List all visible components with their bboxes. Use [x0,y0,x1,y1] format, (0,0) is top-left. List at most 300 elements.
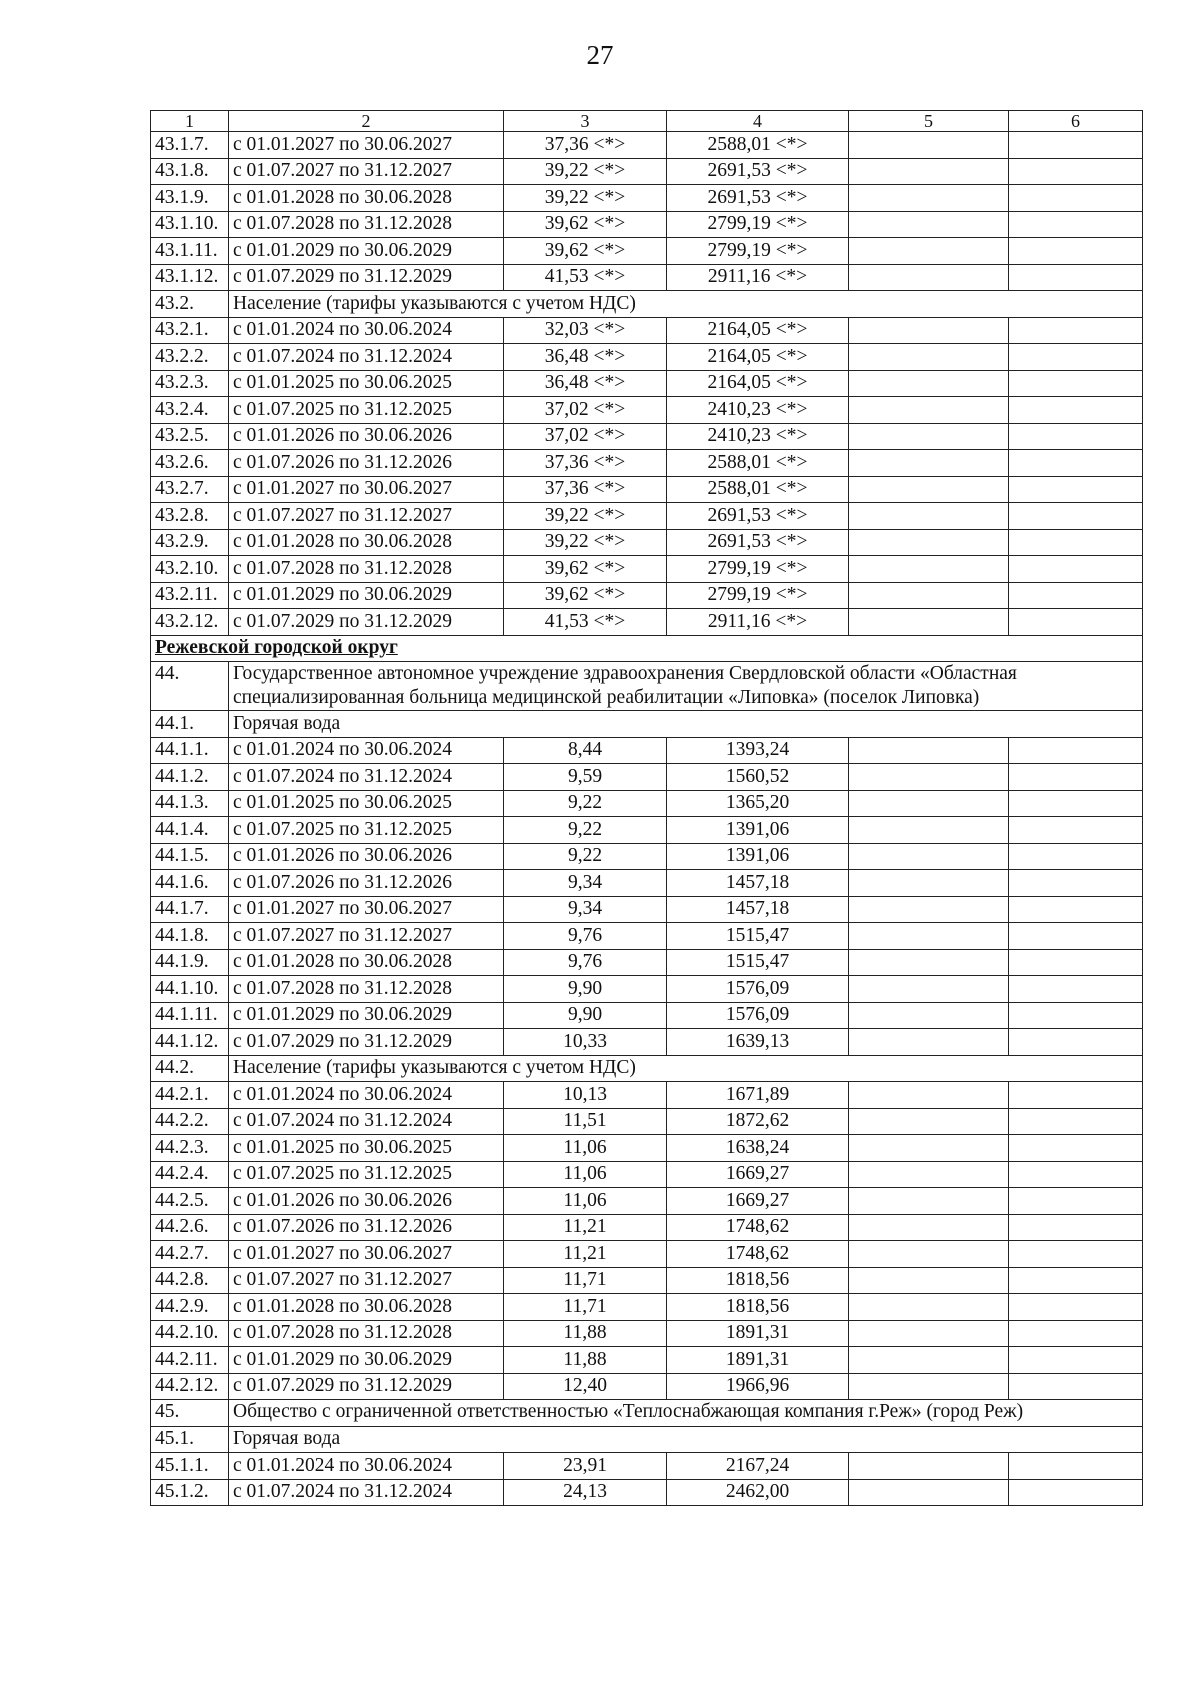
row-value-col6 [1009,185,1143,212]
row-number: 44.1.10. [151,976,229,1003]
header-cell: 3 [504,111,667,132]
group-title: Население (тарифы указываются с учетом НДС) [229,291,1143,318]
row-value-col4: 2410,23 <*> [667,397,849,424]
row-value-col3: 10,33 [504,1029,667,1056]
table-row [151,423,1143,450]
row-value-col4: 1891,31 [667,1347,849,1374]
row-number: 44.1.2. [151,764,229,791]
row-period: с 01.07.2024 по 31.12.2024 [229,1108,504,1135]
group-number: 44.1. [151,711,229,738]
row-period: с 01.07.2028 по 31.12.2028 [229,976,504,1003]
row-number: 44.1.7. [151,896,229,923]
row-value-col3: 39,62 <*> [504,556,667,583]
row-number: 43.2.10. [151,556,229,583]
row-value-col5 [849,1161,1009,1188]
row-value-col6 [1009,1082,1143,1109]
row-value-col4: 1457,18 [667,870,849,897]
row-value-col6 [1009,450,1143,477]
row-value-col3: 39,22 <*> [504,158,667,185]
row-value-col3: 12,40 [504,1373,667,1400]
row-number: 43.2.4. [151,397,229,424]
row-period: с 01.01.2027 по 30.06.2027 [229,1241,504,1268]
table-row [151,1108,1143,1135]
row-value-col6 [1009,764,1143,791]
table-row [151,503,1143,530]
row-value-col5 [849,1188,1009,1215]
row-value-col3: 36,48 <*> [504,370,667,397]
row-number: 44.2.5. [151,1188,229,1215]
row-period: с 01.01.2029 по 30.06.2029 [229,1002,504,1029]
row-number: 43.2.11. [151,582,229,609]
table-row [151,870,1143,897]
row-value-col6 [1009,264,1143,291]
row-value-col6 [1009,1320,1143,1347]
table-row [151,817,1143,844]
row-value-col3: 37,36 <*> [504,450,667,477]
row-value-col5 [849,238,1009,265]
table-row [151,344,1143,371]
row-value-col4: 2691,53 <*> [667,529,849,556]
row-period: с 01.01.2024 по 30.06.2024 [229,1082,504,1109]
row-period: с 01.01.2029 по 30.06.2029 [229,1347,504,1374]
row-value-col6 [1009,1188,1143,1215]
row-period: с 01.07.2026 по 31.12.2026 [229,450,504,477]
table-row [151,397,1143,424]
section-title: Режевской городской округ [151,635,1143,662]
row-number: 44.2.11. [151,1347,229,1374]
row-value-col3: 9,59 [504,764,667,791]
row-period: с 01.01.2028 по 30.06.2028 [229,185,504,212]
row-value-col6 [1009,1135,1143,1162]
table-header-row [151,111,1143,132]
row-value-col6 [1009,1214,1143,1241]
table-row [151,1135,1143,1162]
row-value-col5 [849,423,1009,450]
table-row [151,132,1143,159]
row-period: с 01.01.2025 по 30.06.2025 [229,370,504,397]
row-value-col6 [1009,503,1143,530]
row-value-col3: 37,02 <*> [504,397,667,424]
table-row [151,1373,1143,1400]
table-row [151,185,1143,212]
row-value-col5 [849,1135,1009,1162]
row-value-col5 [849,1082,1009,1109]
row-value-col5 [849,1453,1009,1480]
section-row [151,635,1143,662]
row-value-col4: 2410,23 <*> [667,423,849,450]
row-value-col3: 39,22 <*> [504,529,667,556]
row-value-col3: 41,53 <*> [504,264,667,291]
row-value-col3: 9,76 [504,949,667,976]
row-period: с 01.07.2024 по 31.12.2024 [229,344,504,371]
row-value-col4: 2799,19 <*> [667,556,849,583]
row-value-col5 [849,870,1009,897]
row-period: с 01.07.2027 по 31.12.2027 [229,923,504,950]
row-period: с 01.07.2026 по 31.12.2026 [229,1214,504,1241]
row-number: 44.2.3. [151,1135,229,1162]
row-number: 44.2.9. [151,1294,229,1321]
row-value-col4: 1393,24 [667,737,849,764]
group-number: 43.2. [151,291,229,318]
row-value-col3: 10,13 [504,1082,667,1109]
row-value-col4: 2462,00 [667,1479,849,1506]
table-row [151,211,1143,238]
row-value-col4: 2911,16 <*> [667,609,849,636]
row-number: 44.2.1. [151,1082,229,1109]
table-row [151,1161,1143,1188]
row-number: 44.1.3. [151,790,229,817]
row-value-col3: 11,21 [504,1241,667,1268]
table-row [151,1188,1143,1215]
row-value-col6 [1009,790,1143,817]
group-number: 44.2. [151,1055,229,1082]
row-value-col4: 1966,96 [667,1373,849,1400]
header-cell: 2 [229,111,504,132]
table-row [151,764,1143,791]
row-value-col6 [1009,370,1143,397]
row-value-col6 [1009,817,1143,844]
row-number: 44.1.6. [151,870,229,897]
row-value-col6 [1009,1108,1143,1135]
row-value-col4: 2691,53 <*> [667,185,849,212]
row-value-col6 [1009,476,1143,503]
row-period: с 01.01.2027 по 30.06.2027 [229,132,504,159]
row-number: 44.2.8. [151,1267,229,1294]
row-value-col4: 1391,06 [667,843,849,870]
row-value-col6 [1009,582,1143,609]
table-row [151,1267,1143,1294]
row-value-col5 [849,476,1009,503]
row-value-col3: 39,62 <*> [504,211,667,238]
row-value-col3: 9,34 [504,896,667,923]
table-row [151,158,1143,185]
row-value-col5 [849,817,1009,844]
row-value-col4: 2911,16 <*> [667,264,849,291]
row-value-col4: 1391,06 [667,817,849,844]
row-value-col6 [1009,1453,1143,1480]
row-number: 44.1.4. [151,817,229,844]
row-value-col6 [1009,976,1143,1003]
row-value-col3: 9,22 [504,790,667,817]
table-row [151,896,1143,923]
row-period: с 01.01.2026 по 30.06.2026 [229,843,504,870]
row-value-col4: 1576,09 [667,976,849,1003]
row-period: с 01.07.2025 по 31.12.2025 [229,1161,504,1188]
organization-number: 45. [151,1400,229,1427]
row-period: с 01.01.2024 по 30.06.2024 [229,737,504,764]
table-row [151,609,1143,636]
row-value-col5 [849,556,1009,583]
row-number: 43.1.11. [151,238,229,265]
row-value-col5 [849,1214,1009,1241]
row-value-col6 [1009,1002,1143,1029]
row-number: 43.2.9. [151,529,229,556]
row-value-col5 [849,503,1009,530]
row-number: 43.2.3. [151,370,229,397]
row-value-col4: 1365,20 [667,790,849,817]
table-row [151,923,1143,950]
row-value-col4: 2588,01 <*> [667,476,849,503]
table-row [151,238,1143,265]
row-value-col3: 11,88 [504,1347,667,1374]
row-value-col3: 39,22 <*> [504,503,667,530]
row-value-col4: 1669,27 [667,1188,849,1215]
row-number: 44.2.2. [151,1108,229,1135]
row-period: с 01.01.2026 по 30.06.2026 [229,1188,504,1215]
table-row [151,529,1143,556]
row-value-col5 [849,185,1009,212]
organization-number: 44. [151,662,229,711]
row-number: 44.2.10. [151,1320,229,1347]
tariff-table [150,110,1143,1506]
row-value-col4: 1818,56 [667,1267,849,1294]
row-value-col4: 2691,53 <*> [667,503,849,530]
row-value-col5 [849,529,1009,556]
row-number: 43.2.7. [151,476,229,503]
table-row [151,1347,1143,1374]
row-period: с 01.07.2025 по 31.12.2025 [229,397,504,424]
row-period: с 01.07.2026 по 31.12.2026 [229,870,504,897]
table-row [151,317,1143,344]
table-row [151,450,1143,477]
table-row [151,976,1143,1003]
row-period: с 01.01.2026 по 30.06.2026 [229,423,504,450]
row-value-col5 [849,1373,1009,1400]
row-value-col3: 11,71 [504,1267,667,1294]
row-period: с 01.01.2028 по 30.06.2028 [229,949,504,976]
row-value-col3: 11,06 [504,1161,667,1188]
row-value-col3: 37,36 <*> [504,476,667,503]
row-number: 43.1.7. [151,132,229,159]
header-cell: 1 [151,111,229,132]
row-value-col4: 1748,62 [667,1241,849,1268]
row-value-col4: 2799,19 <*> [667,582,849,609]
table-row [151,1214,1143,1241]
row-value-col5 [849,158,1009,185]
row-number: 43.2.2. [151,344,229,371]
page-number: 27 [586,40,614,70]
row-number: 44.1.11. [151,1002,229,1029]
row-value-col6 [1009,923,1143,950]
row-number: 44.2.6. [151,1214,229,1241]
table-row [151,1479,1143,1506]
row-period: с 01.07.2024 по 31.12.2024 [229,764,504,791]
row-value-col6 [1009,896,1143,923]
table-row [151,370,1143,397]
row-value-col5 [849,582,1009,609]
row-period: с 01.07.2029 по 31.12.2029 [229,264,504,291]
row-value-col5 [849,790,1009,817]
table-row [151,476,1143,503]
row-value-col5 [849,843,1009,870]
row-number: 44.2.4. [151,1161,229,1188]
row-period: с 01.07.2027 по 31.12.2027 [229,158,504,185]
group-number: 45.1. [151,1426,229,1453]
row-value-col3: 11,06 [504,1188,667,1215]
row-value-col4: 1560,52 [667,764,849,791]
row-number: 43.2.12. [151,609,229,636]
row-number: 44.1.9. [151,949,229,976]
row-value-col3: 37,36 <*> [504,132,667,159]
group-row [151,291,1143,318]
row-period: с 01.01.2027 по 30.06.2027 [229,476,504,503]
row-period: с 01.01.2024 по 30.06.2024 [229,317,504,344]
table-row [151,1002,1143,1029]
row-number: 44.1.8. [151,923,229,950]
header-cell: 4 [667,111,849,132]
table-row [151,790,1143,817]
row-period: с 01.07.2028 по 31.12.2028 [229,1320,504,1347]
row-value-col3: 39,22 <*> [504,185,667,212]
row-period: с 01.07.2029 по 31.12.2029 [229,609,504,636]
row-value-col4: 1671,89 [667,1082,849,1109]
row-number: 43.1.10. [151,211,229,238]
row-value-col4: 2588,01 <*> [667,132,849,159]
row-value-col5 [849,132,1009,159]
table-row [151,949,1143,976]
row-value-col3: 9,22 [504,817,667,844]
row-number: 44.2.12. [151,1373,229,1400]
row-value-col5 [849,1479,1009,1506]
row-value-col6 [1009,609,1143,636]
row-value-col6 [1009,317,1143,344]
group-title: Население (тарифы указываются с учетом НДС) [229,1055,1143,1082]
row-value-col4: 2799,19 <*> [667,238,849,265]
row-value-col6 [1009,211,1143,238]
row-value-col3: 11,88 [504,1320,667,1347]
row-value-col4: 1576,09 [667,1002,849,1029]
row-period: с 01.07.2025 по 31.12.2025 [229,817,504,844]
row-value-col5 [849,264,1009,291]
row-value-col5 [849,1267,1009,1294]
row-number: 44.1.5. [151,843,229,870]
organization-name: Общество с ограниченной ответственностью «Теплоснабжающая компания г.Реж» (город Реж) [229,1400,1143,1427]
row-value-col5 [849,609,1009,636]
row-value-col3: 8,44 [504,737,667,764]
row-value-col3: 9,22 [504,843,667,870]
row-period: с 01.01.2028 по 30.06.2028 [229,1294,504,1321]
row-value-col6 [1009,870,1143,897]
row-value-col5 [849,317,1009,344]
row-value-col5 [849,1294,1009,1321]
table-row [151,1320,1143,1347]
row-value-col4: 1457,18 [667,896,849,923]
row-value-col6 [1009,1294,1143,1321]
table-row [151,582,1143,609]
row-value-col3: 39,62 <*> [504,582,667,609]
row-number: 45.1.2. [151,1479,229,1506]
row-number: 44.2.7. [151,1241,229,1268]
row-value-col5 [849,949,1009,976]
row-value-col5 [849,923,1009,950]
row-value-col4: 2164,05 <*> [667,317,849,344]
row-period: с 01.01.2024 по 30.06.2024 [229,1453,504,1480]
row-period: с 01.07.2028 по 31.12.2028 [229,211,504,238]
row-value-col5 [849,450,1009,477]
row-value-col3: 41,53 <*> [504,609,667,636]
row-value-col6 [1009,238,1143,265]
header-cell: 5 [849,111,1009,132]
row-value-col6 [1009,1373,1143,1400]
row-value-col3: 39,62 <*> [504,238,667,265]
row-value-col4: 2588,01 <*> [667,450,849,477]
header-cell: 6 [1009,111,1143,132]
row-value-col5 [849,1347,1009,1374]
row-value-col6 [1009,556,1143,583]
row-number: 43.1.9. [151,185,229,212]
group-title: Горячая вода [229,711,1143,738]
tariff-table-body [151,111,1143,1506]
row-period: с 01.07.2028 по 31.12.2028 [229,556,504,583]
row-value-col6 [1009,843,1143,870]
row-value-col3: 9,90 [504,1002,667,1029]
row-value-col5 [849,1320,1009,1347]
row-value-col5 [849,976,1009,1003]
table-row [151,1082,1143,1109]
row-number: 44.1.12. [151,1029,229,1056]
row-number: 43.1.12. [151,264,229,291]
row-value-col6 [1009,1161,1143,1188]
row-value-col3: 9,34 [504,870,667,897]
row-value-col5 [849,737,1009,764]
row-number: 45.1.1. [151,1453,229,1480]
row-value-col4: 2691,53 <*> [667,158,849,185]
row-value-col5 [849,211,1009,238]
row-period: с 01.01.2025 по 30.06.2025 [229,790,504,817]
row-value-col3: 24,13 [504,1479,667,1506]
row-value-col6 [1009,529,1143,556]
row-period: с 01.01.2029 по 30.06.2029 [229,582,504,609]
row-value-col4: 1515,47 [667,923,849,950]
row-value-col4: 1748,62 [667,1214,849,1241]
row-value-col3: 11,71 [504,1294,667,1321]
row-value-col4: 1872,62 [667,1108,849,1135]
row-value-col6 [1009,1267,1143,1294]
row-value-col5 [849,1241,1009,1268]
table-row [151,737,1143,764]
row-value-col5 [849,397,1009,424]
row-value-col6 [1009,1029,1143,1056]
row-value-col5 [849,344,1009,371]
row-value-col6 [1009,158,1143,185]
row-value-col4: 2164,05 <*> [667,370,849,397]
table-row [151,1294,1143,1321]
organization-name: Государственное автономное учреждение здравоохранения Свердловской области «Областная специализированная больница медицинской реабилитации «Липовка» (поселок Липовка) [229,662,1143,711]
group-row [151,1055,1143,1082]
row-value-col6 [1009,132,1143,159]
row-value-col6 [1009,1241,1143,1268]
row-number: 43.2.1. [151,317,229,344]
row-value-col3: 11,21 [504,1214,667,1241]
row-number: 43.2.8. [151,503,229,530]
row-value-col4: 2799,19 <*> [667,211,849,238]
row-value-col3: 36,48 <*> [504,344,667,371]
row-number: 43.2.5. [151,423,229,450]
row-period: с 01.07.2027 по 31.12.2027 [229,1267,504,1294]
row-value-col4: 1638,24 [667,1135,849,1162]
table-row [151,843,1143,870]
row-value-col6 [1009,423,1143,450]
group-row [151,711,1143,738]
row-value-col3: 32,03 <*> [504,317,667,344]
row-value-col5 [849,1002,1009,1029]
row-value-col4: 1669,27 [667,1161,849,1188]
row-value-col3: 11,51 [504,1108,667,1135]
organization-row [151,1400,1143,1427]
row-value-col6 [1009,344,1143,371]
row-period: с 01.01.2028 по 30.06.2028 [229,529,504,556]
row-period: с 01.01.2025 по 30.06.2025 [229,1135,504,1162]
